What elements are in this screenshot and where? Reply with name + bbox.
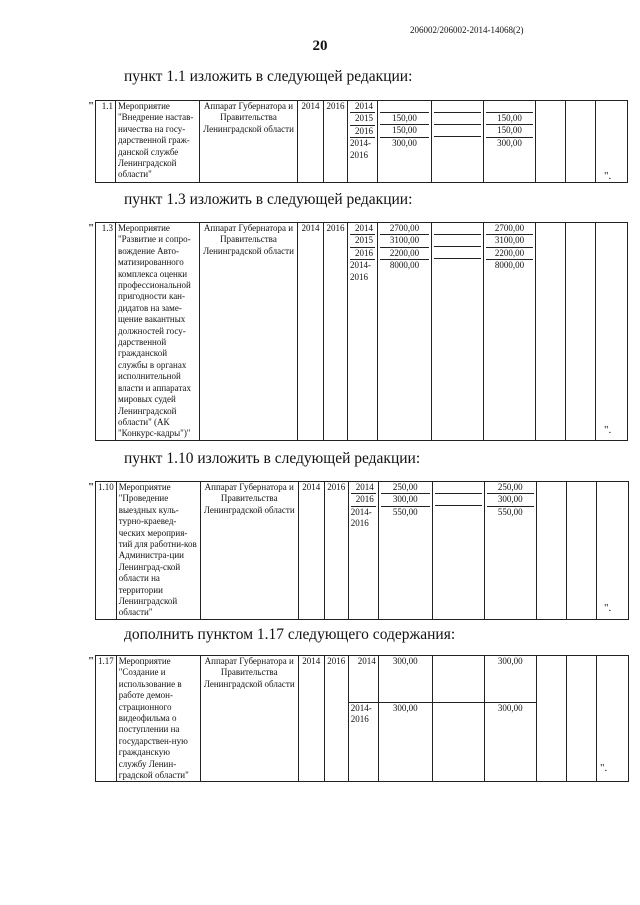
start-year: 2014 xyxy=(298,223,324,441)
year-cell: 2014-2016 xyxy=(350,260,371,282)
end-year: 2016 xyxy=(324,101,348,183)
total-cell: 300,00 xyxy=(381,494,430,506)
item-number: 1.10 xyxy=(96,482,117,620)
open-quote: " xyxy=(88,100,95,112)
program-table xyxy=(95,481,629,620)
start-year: 2014 xyxy=(298,101,324,183)
item-number: 1.3 xyxy=(96,223,116,441)
year-cell: 2014-2016 xyxy=(348,702,378,782)
total-cell: 300,00 xyxy=(378,656,432,703)
year-cell: 2014-2016 xyxy=(350,506,372,529)
regional-cell: 2200,00 xyxy=(486,248,533,260)
event-description: Мероприятие "Создание и использование в работе демон-страционного видеофильма о поступлении на государствен-ную гражданскую службу Ленин-градской области" xyxy=(116,656,200,782)
year-cell: 2016 xyxy=(350,126,375,138)
close-quote: ". xyxy=(600,762,608,774)
regional-cell: 300,00 xyxy=(497,137,522,148)
year-cell: 2014-2016 xyxy=(350,138,371,160)
year-cell: 2014 xyxy=(350,101,375,113)
start-year: 2014 xyxy=(298,482,324,620)
total-cell: 300,00 xyxy=(378,702,432,782)
year-cell: 2015 xyxy=(350,235,375,247)
total-cell: 2700,00 xyxy=(380,223,429,235)
regional-cell: 550,00 xyxy=(497,506,523,517)
end-year: 2016 xyxy=(324,223,348,441)
regional-cell: 150,00 xyxy=(486,125,533,137)
regional-cell: 3100,00 xyxy=(486,235,533,247)
total-cell: 300,00 xyxy=(392,137,417,148)
total-cell: 250,00 xyxy=(381,482,430,494)
regional-cell: 300,00 xyxy=(484,656,536,703)
total-cell: 150,00 xyxy=(380,125,429,137)
event-description: Мероприятие "Развитие и сопро-вождение Авто-матизированного комплекса оценки профессиональной пригодности кан-дидатов на заме-щение вакантных должностей госу-дарственной гражданской службы в органах исполнительной власти и аппаратах мировых судей Ленинградской области" (АК "Конкурс-кадры")" xyxy=(116,223,200,441)
close-quote: ". xyxy=(604,424,612,436)
end-year: 2016 xyxy=(324,656,348,782)
regional-cell xyxy=(486,101,533,113)
open-quote: " xyxy=(88,655,95,667)
document-reference: 206002/206002-2014-14068(2) xyxy=(410,25,524,35)
total-cell: 150,00 xyxy=(380,113,429,125)
open-quote: " xyxy=(88,481,95,493)
year-cell: 2016 xyxy=(350,248,375,260)
year-cell: 2014 xyxy=(351,482,376,494)
executor: Аппарат Губернатора и Правительства Ленинградской области xyxy=(200,223,298,441)
year-cell: 2015 xyxy=(350,113,375,125)
start-year: 2014 xyxy=(298,656,324,782)
end-year: 2016 xyxy=(324,482,348,620)
item-number: 1.1 xyxy=(96,101,116,183)
year-cell: 2016 xyxy=(351,494,376,506)
regional-cell: 300,00 xyxy=(487,494,534,506)
section-heading: дополнить пунктом 1.17 следующего содержания: xyxy=(124,626,456,643)
total-cell: 8000,00 xyxy=(389,260,420,271)
item-number: 1.17 xyxy=(96,656,117,782)
total-cell: 3100,00 xyxy=(380,235,429,247)
total-cell: 550,00 xyxy=(392,506,418,517)
year-cell: 2014 xyxy=(350,223,375,235)
page-number: 20 xyxy=(312,38,328,54)
close-quote: ". xyxy=(604,170,612,182)
open-quote: " xyxy=(88,222,95,234)
section-heading: пункт 1.3 изложить в следующей редакции: xyxy=(124,191,413,208)
event-description: Мероприятие "Проведение выездных куль-турно-краевед-ческих мероприя-тий для работни-ков Администра-ции Ленинград-ской области на территории Ленинградской области" xyxy=(116,482,200,620)
section-heading: пункт 1.1 изложить в следующей редакции: xyxy=(124,68,413,85)
section-heading: пункт 1.10 изложить в следующей редакции: xyxy=(124,450,421,467)
total-cell xyxy=(380,101,429,113)
total-cell: 2200,00 xyxy=(380,248,429,260)
year-cell: 2014 xyxy=(348,656,378,703)
close-quote: ". xyxy=(604,602,612,614)
program-table xyxy=(95,655,629,782)
program-table xyxy=(95,222,628,441)
executor: Аппарат Губернатора и Правительства Ленинградской области xyxy=(200,656,298,782)
program-table xyxy=(95,100,628,183)
regional-cell: 150,00 xyxy=(486,113,533,125)
regional-cell: 8000,00 xyxy=(494,260,525,271)
executor: Аппарат Губернатора и Правительства Ленинградской области xyxy=(200,482,298,620)
regional-cell: 250,00 xyxy=(487,482,534,494)
regional-cell: 2700,00 xyxy=(486,223,533,235)
event-description: Мероприятие "Внедрение настав-ничества на госу-дарственной граж-данской службе Ленинградской области" xyxy=(116,101,200,183)
executor: Аппарат Губернатора и Правительства Ленинградской области xyxy=(200,101,298,183)
regional-cell: 300,00 xyxy=(484,702,536,782)
